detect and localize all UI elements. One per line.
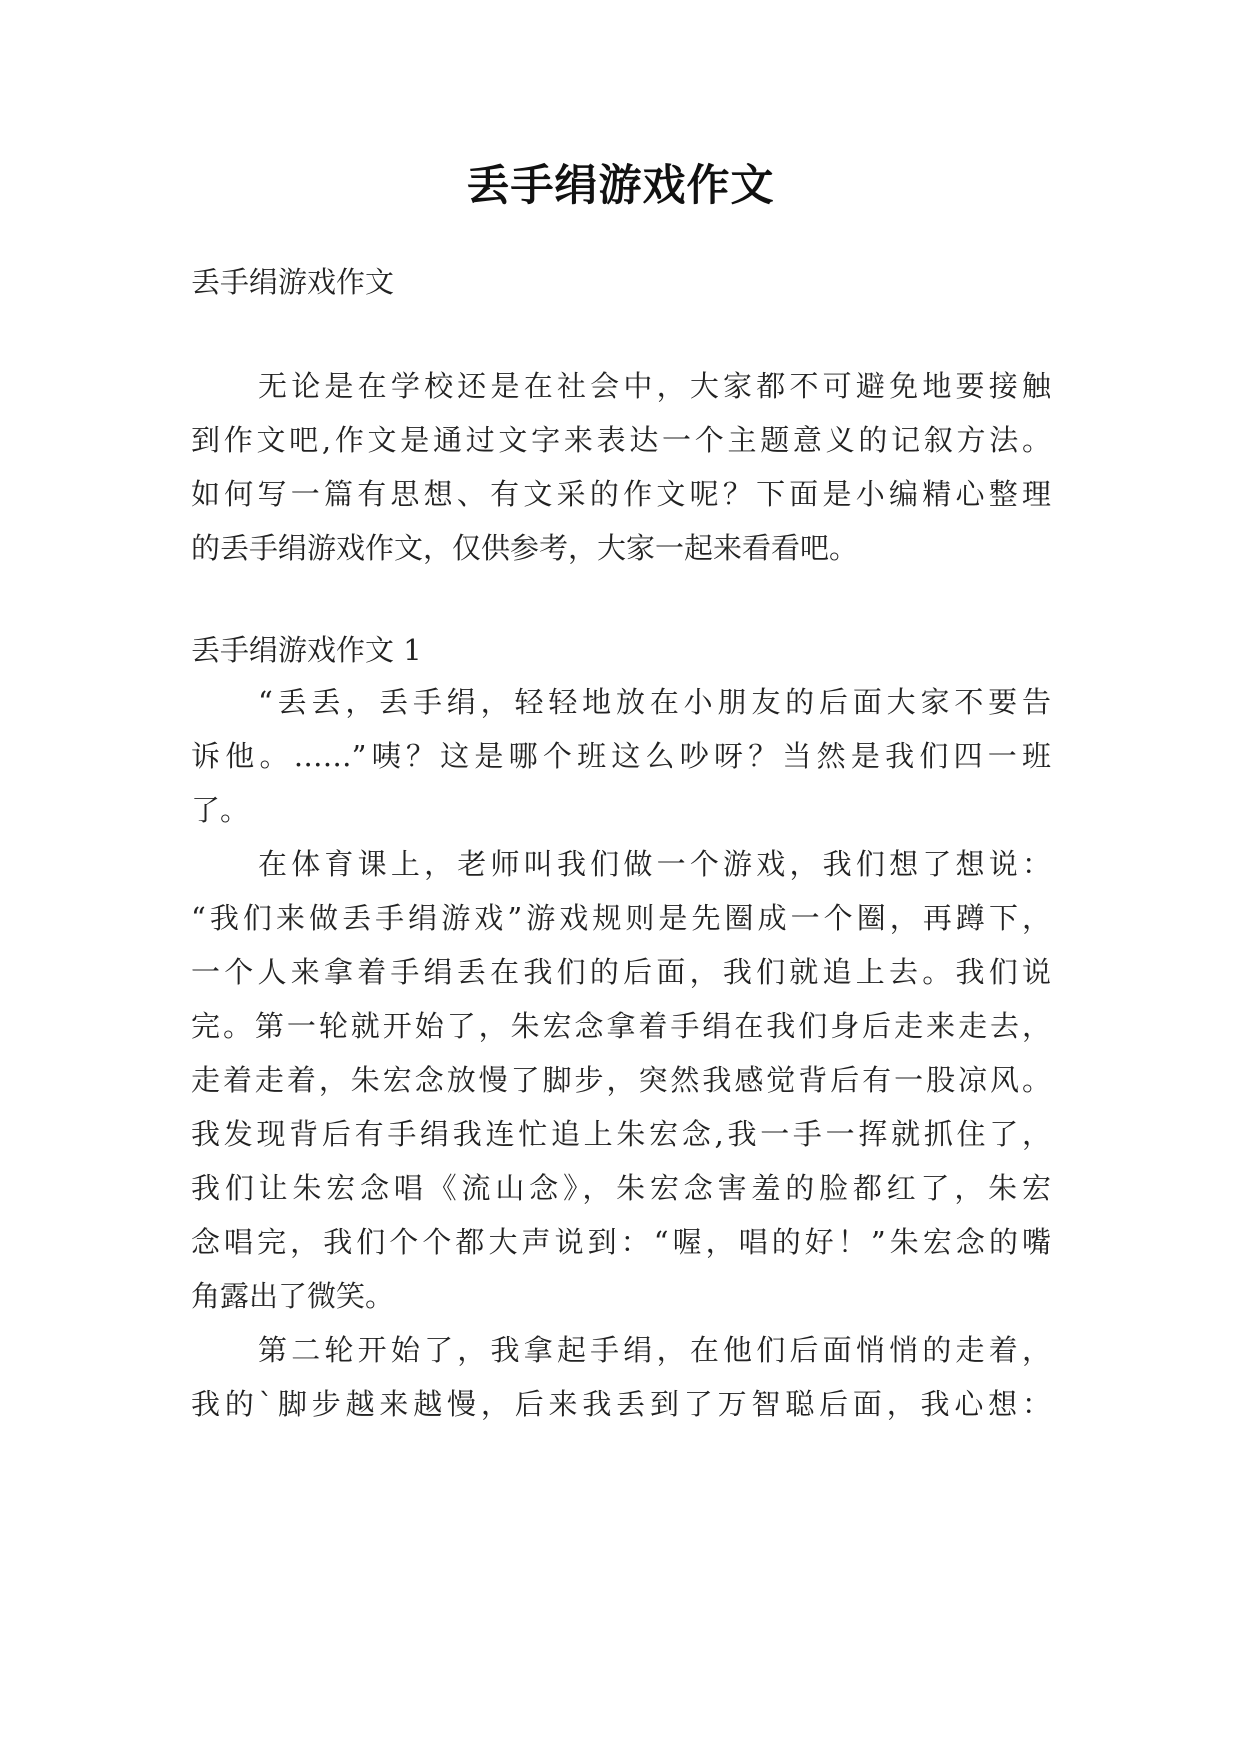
paragraph2-line-7: 我们让朱宏念唱《流山念》，朱宏念害羞的脸都红了，朱宏 (191, 1171, 1051, 1205)
paragraph2-line-4: 完。第一轮就开始了，朱宏念拿着手绢在我们身后走来走去， (191, 1009, 1051, 1043)
intro-line-1: 无论是在学校还是在社会中，大家都不可避免地要接触 (258, 369, 1051, 403)
paragraph3-line-1: 第二轮开始了，我拿起手绢，在他们后面悄悄的走着， (258, 1333, 1051, 1367)
paragraph2-line-6: 我发现背后有手绢我连忙追上朱宏念,我一手一挥就抓住了， (191, 1117, 1051, 1151)
paragraph2-line-5: 走着走着，朱宏念放慢了脚步，突然我感觉背后有一股凉风。 (191, 1063, 1051, 1097)
paragraph3-line-2: 我的`脚步越来越慢，后来我丢到了万智聪后面，我心想： (191, 1387, 1051, 1421)
document-title: 丢手绢游戏作文 (466, 161, 775, 211)
intro-line-4: 的丢手绢游戏作文，仅供参考，大家一起来看看吧。 (191, 531, 859, 565)
paragraph1-line-1: “丢丢，丢手绢，轻轻地放在小朋友的后面大家不要告 (258, 685, 1051, 719)
paragraph2-line-2: “我们来做丢手绢游戏”游戏规则是先圈成一个圈，再蹲下， (191, 901, 1051, 935)
paragraph2-line-9: 角露出了微笑。 (191, 1279, 395, 1313)
section-heading: 丢手绢游戏作文 1 (191, 633, 422, 667)
intro-line-2: 到作文吧,作文是通过文字来表达一个主题意义的记叙方法。 (191, 423, 1051, 457)
paragraph2-line-1: 在体育课上，老师叫我们做一个游戏，我们想了想说： (258, 847, 1051, 881)
intro-line-3: 如何写一篇有思想、有文采的作文呢？下面是小编精心整理 (191, 477, 1051, 511)
document-subtitle: 丢手绢游戏作文 (191, 265, 395, 299)
paragraph2-line-3: 一个人来拿着手绢丢在我们的后面，我们就追上去。我们说 (191, 955, 1051, 989)
paragraph1-line-2: 诉他。……”咦？这是哪个班这么吵呀？当然是我们四一班 (191, 739, 1051, 773)
paragraph1-line-3: 了。 (191, 793, 250, 827)
paragraph2-line-8: 念唱完，我们个个都大声说到：“喔，唱的好！”朱宏念的嘴 (191, 1225, 1051, 1259)
